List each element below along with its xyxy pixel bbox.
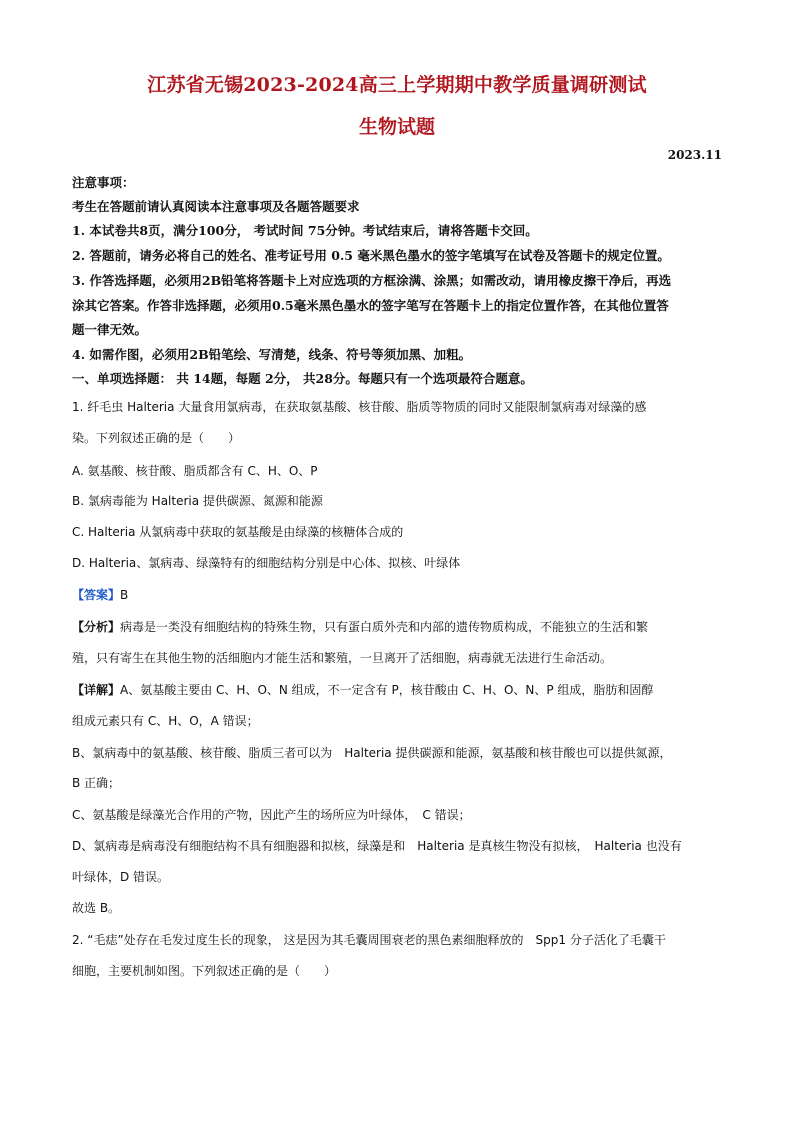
q1-option-c: C. Halteria 从氯病毒中获取的氨基酸是由绿藻的核糖体合成的 [72, 525, 404, 539]
q1-stem-line1: 1. 纤毛虫 Halteria 大量食用氯病毒，在获取氨基酸、核苷酸、脂质等物质的同时又能限制氯病毒对绿藻的感 [72, 400, 647, 414]
q1-detail-line1 [72, 681, 722, 699]
answer-label: 【答案】 [72, 588, 121, 602]
exam-subtitle: 生物试题 [358, 116, 435, 138]
q1-detail-line6: D、氯病毒是病毒没有细胞结构不具有细胞器和拟核，绿藻是和 Halteria 是真核生物没有拟核， Halteria 也没有 [72, 839, 682, 853]
exam-date: 2023.11 [667, 148, 722, 162]
q1-detail-line5: C、氨基酸是绿藻光合作用的产物，因此产生的场所应为叶绿体， C 错误； [72, 808, 471, 822]
q1-conclusion: 故选 B。 [72, 901, 121, 915]
detail-label: 【详解】 [72, 683, 121, 697]
notice-item-3: 3. 作答选择题，必须用2B铅笔将答题卡上对应选项的方框涂满、涂黑；如需改动，请用橡皮擦干净后，再选 [72, 273, 672, 288]
detail-text-1: A、氨基酸主要由 C、H、O、N 组成，不一定含有 P，核苷酸由 C、H、O、N、P 组成，脂肪和固醇 [120, 683, 654, 697]
q1-option-b: B. 氯病毒能为 Halteria 提供碳源、氮源和能源 [72, 494, 323, 508]
q1-option-a: A. 氨基酸、核苷酸、脂质都含有 C、H、O、P [72, 464, 318, 478]
notice-item-3-end: 题一律无效。 [72, 322, 148, 337]
q1-option-d: D. Halteria、氯病毒、绿藻特有的细胞结构分别是中心体、拟核、叶绿体 [72, 556, 461, 570]
q1-detail-line2: 组成元素只有 C、H、O，A 错误； [72, 714, 259, 728]
notice-item-4: 4. 如需作图，必须用2B铅笔绘、写清楚，线条、符号等须加黑、加粗。 [72, 347, 472, 362]
q1-detail-line4: B 正确； [72, 776, 121, 790]
q1-answer [72, 586, 722, 604]
exam-title: 江苏省无锡2023-2024高三上学期期中教学质量调研测试 [147, 74, 647, 96]
answer-value: B [120, 588, 129, 602]
notice-intro: 考生在答题前请认真阅读本注意事项及各题答题要求 [72, 199, 360, 214]
analysis-label: 【分析】 [72, 620, 121, 634]
notice-item-2: 2. 答题前，请务必将自己的姓名、准考证号用 0.5 毫米黑色墨水的签字笔填写在试卷及答题卡的规定位置。 [72, 248, 670, 263]
notice-item-3-cont: 涂其它答案。作答非选择题，必须用0.5毫米黑色墨水的签字笔写在答题卡上的指定位置作答，在其他位置答 [72, 298, 669, 313]
q2-stem-line2: 细胞，主要机制如图。下列叙述正确的是（ ） [72, 964, 337, 978]
notice-heading: 注意事项： [72, 175, 135, 190]
q1-detail-line3: B、氯病毒中的氨基酸、核苷酸、脂质三者可以为 Halteria 提供碳源和能源，氨基酸和核苷酸也可以提供氮源， [72, 746, 672, 760]
q1-detail-line7: 叶绿体，D 错误。 [72, 870, 170, 884]
q1-analysis-line2: 殖，只有寄生在其他生物的活细胞内才能生活和繁殖，一旦离开了活细胞，病毒就无法进行生命活动。 [72, 651, 613, 665]
q1-analysis-line1 [72, 618, 722, 636]
q2-stem-line1: 2. “毛痣”处存在毛发过度生长的现象， 这是因为其毛囊周围衰老的黑色素细胞释放的 Spp1 分子活化了毛囊干 [72, 933, 666, 947]
analysis-text-1: 病毒是一类没有细胞结构的特殊生物，只有蛋白质外壳和内部的遗传物质构成，不能独立的生活和繁 [120, 620, 649, 634]
q1-stem-line2: 染。下列叙述正确的是（ ） [72, 431, 241, 445]
notice-item-1: 1. 本试卷共8页，满分100分， 考试时间 75分钟。考试结束后，请将答题卡交回。 [72, 223, 538, 238]
section-heading: 一、单项选择题： 共 14题，每题 2分， 共28分。每题只有一个选项最符合题意。 [72, 371, 533, 386]
